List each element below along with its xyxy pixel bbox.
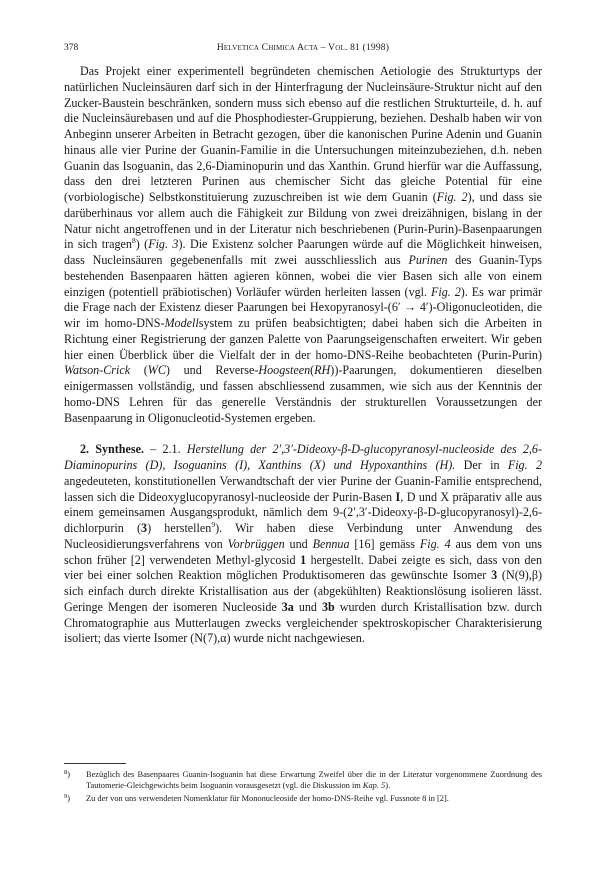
subsection-title: Herstellung der 2′,3′-Dideoxy-β-D-glucopyranosyl-nucleoside des 2,6-Diaminopurins (D), Isoguanins (I), Xanthins (X) und Hypoxanthins (H). [64, 442, 542, 472]
section-heading: 2. Synthese. [80, 442, 144, 457]
figure-ref[interactable]: Fig. 2 [507, 458, 542, 472]
figure-ref[interactable]: Fig. 3 [148, 237, 179, 252]
figure-ref[interactable]: Fig. 2 [436, 190, 468, 204]
figure-ref[interactable]: Fig. 2 [430, 284, 461, 299]
page-number: 378 [64, 43, 79, 53]
running-header [64, 43, 542, 57]
footnote-ref-9[interactable]: 9 [211, 520, 216, 529]
footnote-ref-8[interactable]: 8 [131, 236, 136, 246]
footnote-divider [64, 763, 126, 764]
main-text [64, 64, 542, 647]
intro-paragraph: Das Projekt einer experimentell begründeten chemischen Aetiologie des Strukturtyps der natürlichen Nucleinsäuren darf sich in der Hinterfragung der Nucleinsäure-Struktur nicht auf den Zucker-Baustein beschränken, sondern muss sich ebenso auf die restlichen Strukturteile, d. h. auf die Nucleinsäurebasen und auf die Phosphodiester-Gruppierung, beziehen. Deshalb haben wir von Anbeginn unserer Arbeiten in Betracht gezogen, über die kanonischen Purine Adenin und Guanin hinaus alle vier Purine der Guanin-Familie in die Untersuchungen miteinzubeziehen, d.h. neben Guanin das Isoguanin, das 2,6-Diaminopurin und das Xanthin. Grund hierfür war die Auffassung, dass den drei letzteren Purinen aus chemischer Sicht das gleiche Potential für eine (vorbiologische) Selbstkonstituierung zuzuschreiben ist wie dem Guanin (Fig. 2), und dass sie darüberhinaus vor allem auch die Fähigkeit zur Bildung von zwei dreizähnigen, bislang in der Natur nicht angetroffenen und in der Literatur nich beschriebenen (Purin-Purin)-Basenpaarungen in sich tragen$^8$) (Fig. 3). Die Existenz solcher Paarungen würde auf die Möglichkeit hinweisen, dass Nucleinsäuren gegebenenfalls mit zwei ausschliesslich aus Purinen des Guanin-Typs bestehenden Basenpaaren hätten agieren können, wobei die vier Basen sich alle von einem einzigen (potentiell präbiotischen) Vorläufer würden herleiten lassen (vgl. Fig. 2). Es war primär die Frage nach der Existenz dieser Paarungen bei Hexopyranosyl-(6′ → 4′)-Oligonucleotiden, die wir im homo-DNS-Modellsystem zu prüfen beabsichtigten; dabei haben sich die Arbeiten in Richtung einer Registrierung der ganzen Palette von Paarungseigenschaften erweitert. Wir geben hier einen Überblick über die Vielfalt der in der homo-DNS-Reihe beobachteten (Purin-Purin) Watson-Crick (WC) und Reverse-Hoogsteen(RH))-Paarungen, dokumentieren dieselben einigermassen vollständig, und fassen abschliessend zusammen, wie sich aus der Kenntnis der homo-DNS Lehren für das generelle Verständnis der strukturellen Voraussetzungen der Basenpaarung in Oligonucleotid-Systemen ergeben. [64, 64, 543, 425]
synthesis-section: 2. Synthese. – 2.1. Herstellung der 2′,3′-Dideoxy-β-D-glucopyranosyl-nucleoside des 2,6-Diaminopurins (D), Isoguanins (I), Xanthins (X) und Hypoxanthins (H). Der in Fig. 2 angedeuteten, konstitutionellen Verwandtschaft der vier Purine der Guanin-Familie entsprechend, lassen sich die Dideoxyglucopyranosyl-nucleoside der Purin-Basen I, D und X präparativ alle aus einem gemeinsamen Ausgangsprodukt, nämlich dem 9-(2′,3′-Dideoxy-β-D-glucopyranosyl)-2,6-dichlorpurin (3) herstellen$^9$). Wir haben diese Verbindung unter Anwendung des Nucleosidierungsverfahrens von Vorbrüggen und Bennua [16] gemäss Fig. 4 aus dem von uns schon früher [2] verwendeten Methyl-glycosid 1 hergestellt. Dabei zeigte es sich, dass von den vier bei einer solchen Reaktion möglichen Produktisomeren das gewünschte Isomer 3 (N(9),β) sich einfach durch direkte Kristallisation aus der (abgekühlten) Reaktionslösung isolieren lässt. Geringe Mengen der isomeren Nucleoside 3a und 3b wurden durch Kristallisation bzw. durch Chromatographie aus Mutterlaugen zwecks vergleichender spektroskopischer Charakterisierung isoliert; das vierte Isomer (N(7),α) wurde nicht nachgewiesen. [64, 442, 543, 646]
running-title: Helvetica Chimica Acta – Vol. 81 (1998) [216, 43, 390, 53]
footnote-8: $^8$) Bezüglich des Basenpaares Guanin-Isoguanin hat diese Erwartung Zweifel über die in der Literatur vorgenommene Zuordnung des Tautomerie-Gleichgewichts beim Isoguanin vorausgesetzt (vgl. die Diskussion im Kap. 5). [64, 769, 542, 790]
footnotes [64, 769, 542, 806]
footnote-9: $^9$) Zu der von uns verwendeten Nomenklatur für Mononucleoside der homo-DNS-Reihe vgl. Fussnote 8 in [2]. [64, 793, 449, 803]
figure-ref[interactable]: Fig. 4 [419, 536, 451, 551]
